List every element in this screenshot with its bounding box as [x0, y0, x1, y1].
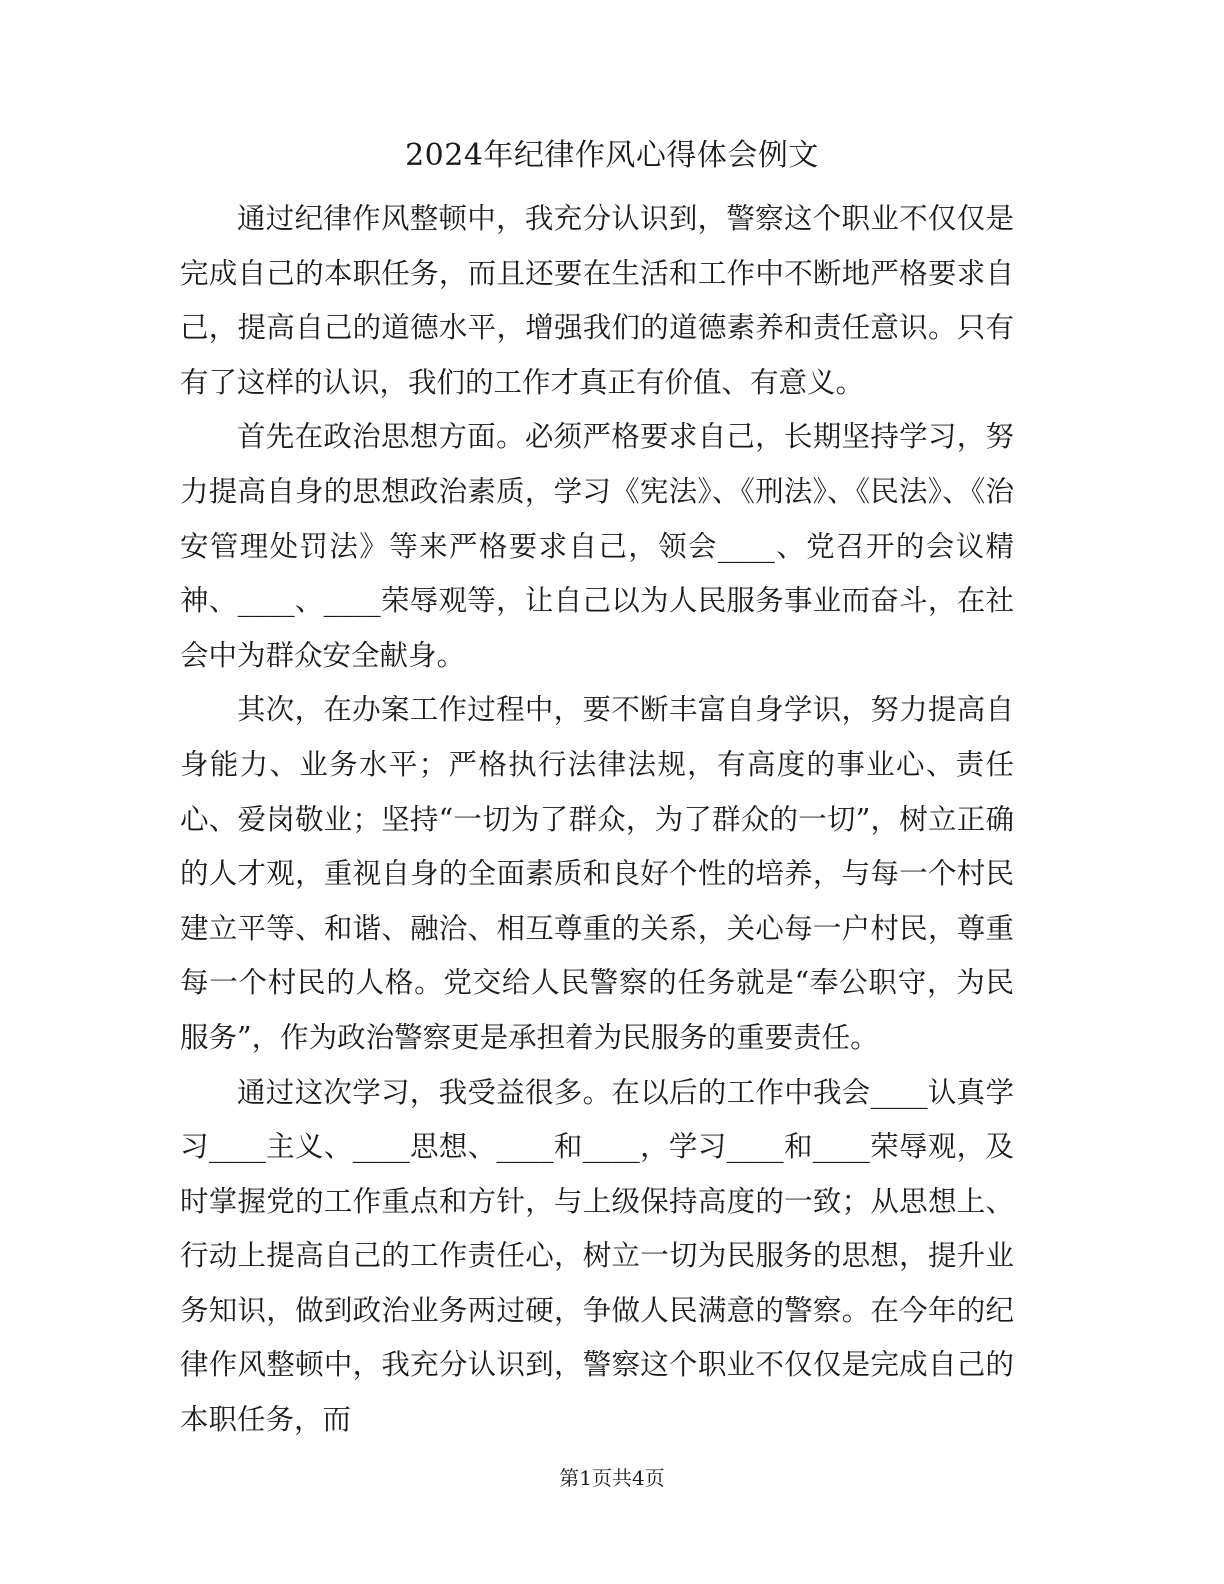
- paragraph-3: 其次，在办案工作过程中，要不断丰富自身学识，努力提高自身能力、业务水平；严格执行法律法规，有高度的事业心、责任心、爱岗敬业；坚持“一切为了群众，为了群众的一切”，树立正确的人才观，重视自身的全面素质和良好个性的培养，与每一个村民建立平等、和谐、融洽、相互尊重的关系，关心每一户村民，尊重每一个村民的人格。党交给人民警察的任务就是“奉公职守，为民服务”，作为政治警察更是承担着为民服务的重要责任。: [180, 693, 1014, 1054]
- document-body: [180, 192, 1014, 1448]
- paragraph-2: 首先在政治思想方面。必须严格要求自己，长期坚持学习，努力提高自身的思想政治素质，学习《宪法》、《刑法》、《民法》、《治安管理处罚法》等来严格要求自己，领会____、党召开的会议精神、____、____荣辱观等，让自己以为人民服务事业而奋斗，在社会中为群众安全献身。: [180, 420, 1014, 672]
- paragraph-4: 通过这次学习，我受益很多。在以后的工作中我会____认真学习____主义、____思想、____和____，学习____和____荣辱观，及时掌握党的工作重点和方针，与上级保持高度的一致；从思想上、行动上提高自己的工作责任心，树立一切为民服务的思想，提升业务知识，做到政治业务两过硬，争做人民满意的警察。在今年的纪律作风整顿中，我充分认识到，警察这个职业不仅仅是完成自己的本职任务，而: [180, 1075, 1014, 1437]
- document-title: 2024年纪律作风心得体会例文: [405, 138, 819, 173]
- page-number-footer: 第1页共4页: [559, 1466, 665, 1490]
- paragraph-1: 通过纪律作风整顿中，我充分认识到，警察这个职业不仅仅是完成自己的本职任务，而且还要在生活和工作中不断地严格要求自己，提高自己的道德水平，增强我们的道德素养和责任意识。只有有了这样的认识，我们的工作才真正有价值、有意义。: [180, 202, 1014, 399]
